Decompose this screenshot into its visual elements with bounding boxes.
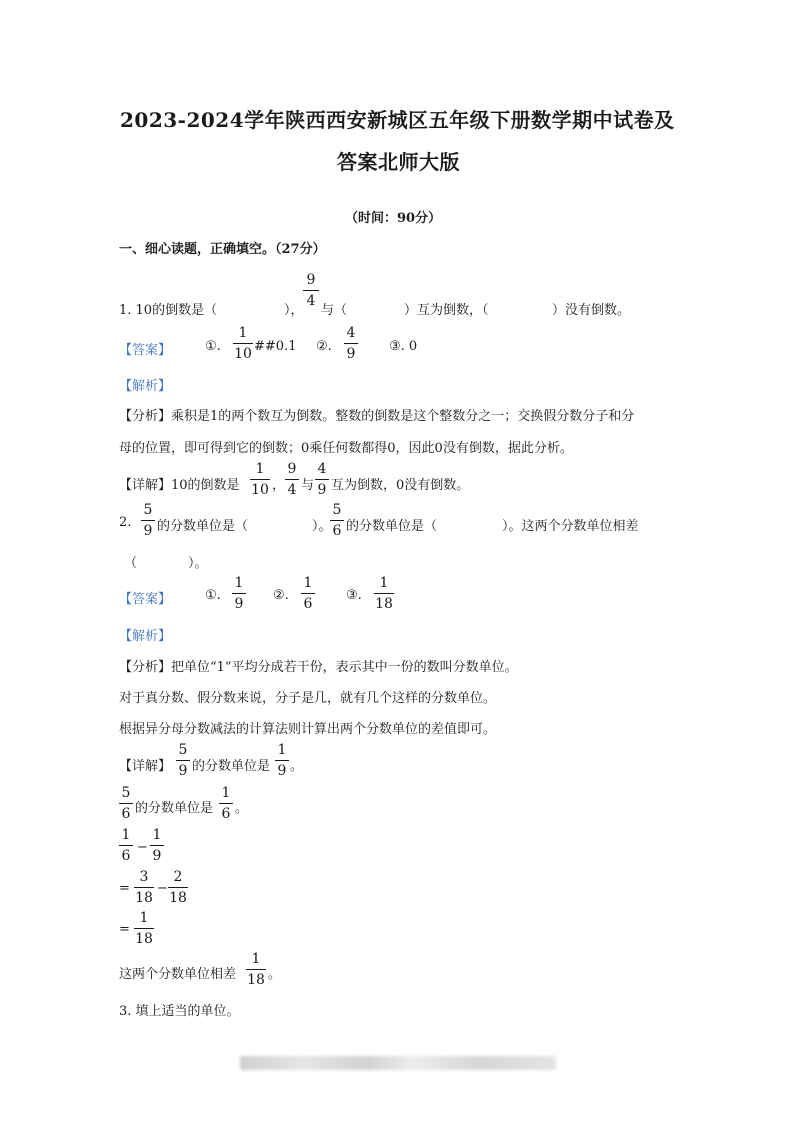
blurred-footer: [240, 1056, 556, 1070]
denominator: 18: [247, 972, 265, 988]
q1-analysis-line-2: 母的位置，即可得到它的倒数；0乘任何数都得0，因此0没有倒数，据此分析。: [119, 441, 573, 456]
q2-ans1-prefix: ①.: [205, 588, 221, 603]
q2-conclusion-text: 这两个分数单位相差: [119, 967, 237, 982]
q2-ans2-prefix: ②.: [273, 588, 289, 603]
q1-text-d: ）互为倒数，（: [404, 303, 489, 318]
numerator: 2: [173, 869, 183, 885]
numerator: 5: [178, 742, 188, 758]
calc-equals-1: =: [119, 881, 130, 896]
title-line-1: 2023-2024学年陕西西安新城区五年级下册数学期中试卷及: [120, 108, 675, 132]
q2-text-e: （: [124, 556, 138, 571]
calc-fraction-1-9: [150, 828, 164, 863]
q2-text-d: ）。这两个分数单位相差: [502, 519, 639, 534]
denominator: 4: [287, 482, 297, 498]
numerator: 1: [234, 575, 244, 591]
title-line-2: 答案北师大版: [337, 150, 460, 174]
q1-fraction-9-4: [303, 273, 319, 308]
q2-conclusion-end: 。: [268, 967, 282, 982]
q1-detail-fraction-4-9: [315, 462, 329, 497]
q2-fraction-5-9: [141, 503, 155, 538]
numerator: 1: [251, 951, 261, 967]
q2-conclusion-fraction: [246, 952, 266, 987]
q2-ans3-prefix: ③.: [346, 588, 362, 603]
denominator: 18: [135, 931, 153, 947]
q2-ans3-fraction: [374, 576, 394, 611]
q2-answer-label: 【答案】: [119, 592, 172, 607]
denominator: 6: [332, 523, 342, 539]
numerator: 1: [121, 827, 131, 843]
q1-detail-b: 互为倒数，0没有倒数。: [331, 478, 470, 493]
denominator: 9: [277, 763, 287, 779]
q3-text: 3. 填上适当的单位。: [119, 1004, 240, 1019]
denominator: 9: [178, 763, 188, 779]
numerator: 1: [379, 575, 389, 591]
numerator: 5: [143, 502, 153, 518]
q2-analysis-line-2: 对于真分数、假分数来说，分子是几，就有几个这样的分数单位。: [119, 691, 497, 706]
q2-text-b: ）。: [312, 519, 332, 534]
q2-detail-fraction-5-9: [176, 743, 190, 778]
denominator: 9: [317, 482, 327, 498]
numerator: 1: [303, 575, 313, 591]
numerator: 1: [238, 325, 248, 341]
denominator: 18: [169, 890, 187, 906]
denominator: 10: [251, 482, 269, 498]
numerator: 9: [287, 461, 297, 477]
denominator: 6: [121, 848, 131, 864]
denominator: 18: [375, 596, 393, 612]
numerator: 1: [221, 785, 231, 801]
calc-fraction-3-18: [134, 870, 154, 905]
q2-text-a: 的分数单位是（: [157, 519, 249, 534]
denominator: 9: [234, 596, 244, 612]
q1-jiexi-label: 【解析】: [119, 379, 172, 394]
denominator: 6: [303, 596, 313, 612]
denominator: 6: [221, 806, 231, 822]
q2-text-f: ）。: [188, 556, 208, 571]
q1-ans1-prefix: ①.: [205, 339, 221, 354]
calc-equals-2: =: [119, 922, 130, 937]
q1-text-b: ），: [284, 303, 304, 318]
q1-detail-a: 【详解】10的倒数是: [119, 478, 240, 493]
q2-detail-end-2: 。: [235, 801, 249, 816]
q2-detail-fraction-1-9: [275, 743, 289, 778]
denominator: 9: [346, 346, 356, 362]
q1-detail-fraction-1-10: [250, 462, 270, 497]
q1-detail-comma: ，: [272, 478, 286, 493]
q1-detail-fraction-9-4: [285, 462, 299, 497]
section-1-heading: 一、细心读题，正确填空。（27分）: [119, 242, 326, 257]
q2-detail-text-2: 的分数单位是: [135, 801, 214, 816]
numerator: 1: [255, 461, 265, 477]
numerator: 5: [121, 785, 131, 801]
q2-ans1-fraction: [232, 576, 246, 611]
calc-minus-2: −: [157, 881, 168, 896]
numerator: 4: [317, 461, 327, 477]
q2-jiexi-label: 【解析】: [119, 629, 172, 644]
q1-ans2-prefix: ②.: [316, 339, 332, 354]
numerator: 1: [139, 910, 149, 926]
q1-text-a: 1. 10的倒数是（: [119, 303, 218, 318]
q2-ans2-fraction: [301, 576, 315, 611]
q1-ans1-suffix: ##0.1: [254, 339, 297, 354]
numerator: 3: [139, 869, 149, 885]
numerator: 4: [346, 325, 356, 341]
calc-fraction-2-18: [168, 870, 188, 905]
numerator: 9: [306, 272, 316, 288]
q2-text-c: 的分数单位是（: [346, 519, 438, 534]
calc-minus-1: −: [137, 840, 148, 855]
denominator: 10: [234, 346, 252, 362]
q1-ans2-fraction: [344, 326, 358, 361]
denominator: 6: [121, 806, 131, 822]
calc-fraction-1-6: [119, 828, 133, 863]
q2-analysis-line-1: 【分析】把单位“1”平均分成若干份，表示其中一份的数叫分数单位。: [119, 660, 518, 675]
q1-analysis-line-1: 【分析】乘积是1的两个数互为倒数。整数的倒数是这个整数分之一；交换假分数分子和分: [119, 409, 635, 424]
q1-text-c: 与（: [321, 303, 348, 318]
exam-time: （时间：90分）: [345, 211, 442, 226]
q1-answer-label: 【答案】: [119, 343, 172, 358]
calc-fraction-result: [134, 911, 154, 946]
denominator: 4: [306, 293, 316, 309]
q1-ans1-fraction: [233, 326, 253, 361]
q1-text-e: ）没有倒数。: [552, 303, 631, 318]
numerator: 1: [277, 742, 287, 758]
denominator: 9: [143, 523, 153, 539]
numerator: 1: [152, 827, 162, 843]
q2-detail-label: 【详解】: [119, 759, 172, 774]
q1-detail-yu: 与: [301, 478, 315, 493]
q2-number: 2.: [119, 515, 132, 530]
q2-detail-end-1: 。: [290, 759, 304, 774]
denominator: 18: [135, 890, 153, 906]
q2-detail-fraction-5-6: [119, 786, 133, 821]
q2-analysis-line-3: 根据异分母分数减法的计算法则计算出两个分数单位的差值即可。: [119, 722, 497, 737]
q2-fraction-5-6: [330, 503, 344, 538]
q2-detail-fraction-1-6: [219, 786, 233, 821]
numerator: 5: [332, 502, 342, 518]
q1-ans3: ③. 0: [389, 339, 418, 354]
denominator: 9: [152, 848, 162, 864]
q2-detail-text-1: 的分数单位是: [192, 759, 271, 774]
